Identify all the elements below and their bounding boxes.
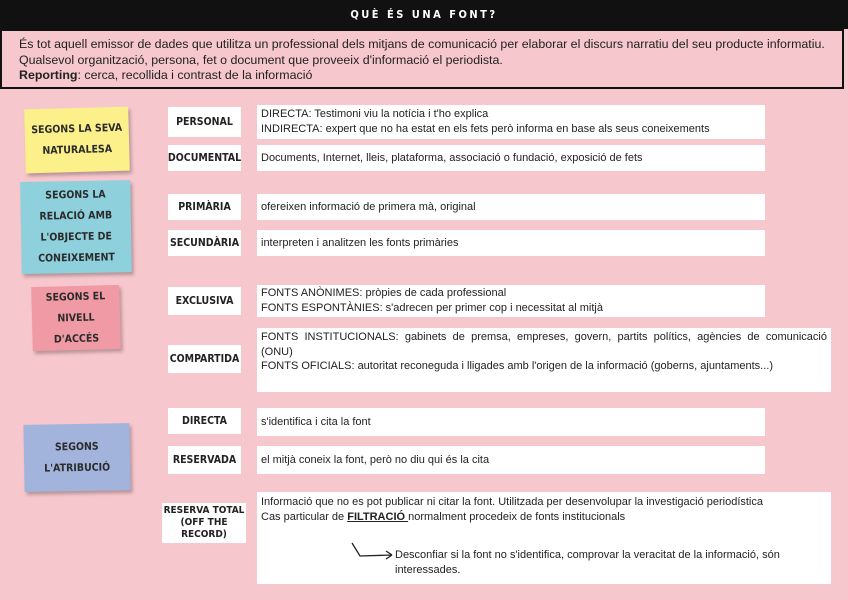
category-naturalesa xyxy=(24,107,130,174)
desc-primaria xyxy=(257,194,765,220)
reserva-total-note: Desconfiar si la font no s'identifica, comprovar la veracitat de la informació, són interessades. xyxy=(395,549,780,576)
filtracio-post: normalment procedeix de fonts institucionals xyxy=(408,510,626,523)
intro-definition: És tot aquell emissor de dades que utilitza un professional dels mitjans de comunicació per elaborar el discurs narratiu del seu producte informatiu. Qualsevol organització, persona, fet o document que proveeix d'informació el periodista. xyxy=(19,37,825,67)
reservada-text: el mitjà coneix la font, però no diu qui és la cita xyxy=(261,453,490,466)
desc-compartida xyxy=(257,328,831,392)
label-secundaria: SECUNDÀRIA xyxy=(168,230,241,256)
filtracio-pre: Cas particular de xyxy=(261,510,348,523)
secundaria-text: interpreten i analitzen les fonts primàries xyxy=(261,236,459,249)
compartida-oficials: FONTS OFICIALS: autoritat reconeguda i lligades amb l'origen de la informació (goberns, ajuntaments...) xyxy=(261,360,774,372)
reporting-label: Reporting xyxy=(19,68,78,82)
page-title: QUÈ ÉS UNA FONT? xyxy=(0,0,848,29)
desc-documental xyxy=(257,145,765,171)
personal-indirecta: INDIRECTA: expert que no ha estat en els fets però informa en base als seus coneixements xyxy=(261,122,710,135)
category-atribucio xyxy=(23,423,130,492)
label-primaria: PRIMÀRIA xyxy=(168,194,241,220)
category-atribucio-label: SEGONS L'ATRIBUCIÓ xyxy=(44,440,111,475)
label-documental: DOCUMENTAL xyxy=(168,145,241,171)
intro-box xyxy=(0,29,844,89)
personal-directa: DIRECTA: Testimoni viu la notícia i t'ho explica xyxy=(261,108,489,120)
primaria-text: ofereixen informació de primera mà, original xyxy=(261,200,476,213)
desc-reserva-total xyxy=(257,492,831,584)
label-exclusiva: EXCLUSIVA xyxy=(168,287,241,315)
desc-personal xyxy=(257,105,765,139)
label-reservada: RESERVADA xyxy=(168,446,241,474)
label-reserva-total xyxy=(162,503,246,543)
filtracio-keyword: FILTRACIÓ xyxy=(347,510,409,523)
compartida-institucionals: FONTS INSTITUCIONALS: gabinets de premsa, empreses, govern, partits polítics, agències de comunicació (ONU) xyxy=(261,331,827,358)
category-relacio-label: SEGONS LA RELACIÓ AMB L'OBJECTE DE CONEIXEMENT xyxy=(38,188,116,265)
documental-text: Documents, Internet, lleis, plataforma, associació o fundació, exposició de fets xyxy=(261,151,643,164)
label-directa: DIRECTA xyxy=(168,408,241,434)
category-nivell-label: SEGONS EL NIVELL D'ACCÉS xyxy=(45,289,106,346)
reserva-total-info: Informació que no es pot publicar ni citar la font. Utilitzada per desenvolupar la investigació periodística xyxy=(261,496,763,508)
desc-exclusiva xyxy=(257,285,765,317)
reserva-total-line1: RESERVA TOTAL xyxy=(163,505,245,516)
arrow-icon xyxy=(346,540,406,570)
desc-directa xyxy=(257,408,765,436)
category-nivell xyxy=(31,285,121,351)
exclusiva-anonimes: FONTS ANÒNIMES: pròpies de cada professional xyxy=(261,287,507,299)
desc-reservada xyxy=(257,446,765,474)
exclusiva-espontanies: FONTS ESPONTÀNIES: s'adrecen per primer cop i necessitat al mitjà xyxy=(261,301,603,314)
directa-text: s'identifica i cita la font xyxy=(261,415,371,428)
reserva-total-line2: (OFF THE RECORD) xyxy=(180,517,228,540)
desc-secundaria xyxy=(257,230,765,256)
label-compartida: COMPARTIDA xyxy=(168,345,241,373)
reserva-total-filtracio xyxy=(261,510,827,525)
category-naturalesa-label: SEGONS LA SEVA NATURALESA xyxy=(31,121,123,157)
category-relacio xyxy=(20,180,132,274)
label-personal: PERSONAL xyxy=(168,107,241,137)
reporting-text: : cerca, recollida i contrast de la informació xyxy=(77,68,313,82)
